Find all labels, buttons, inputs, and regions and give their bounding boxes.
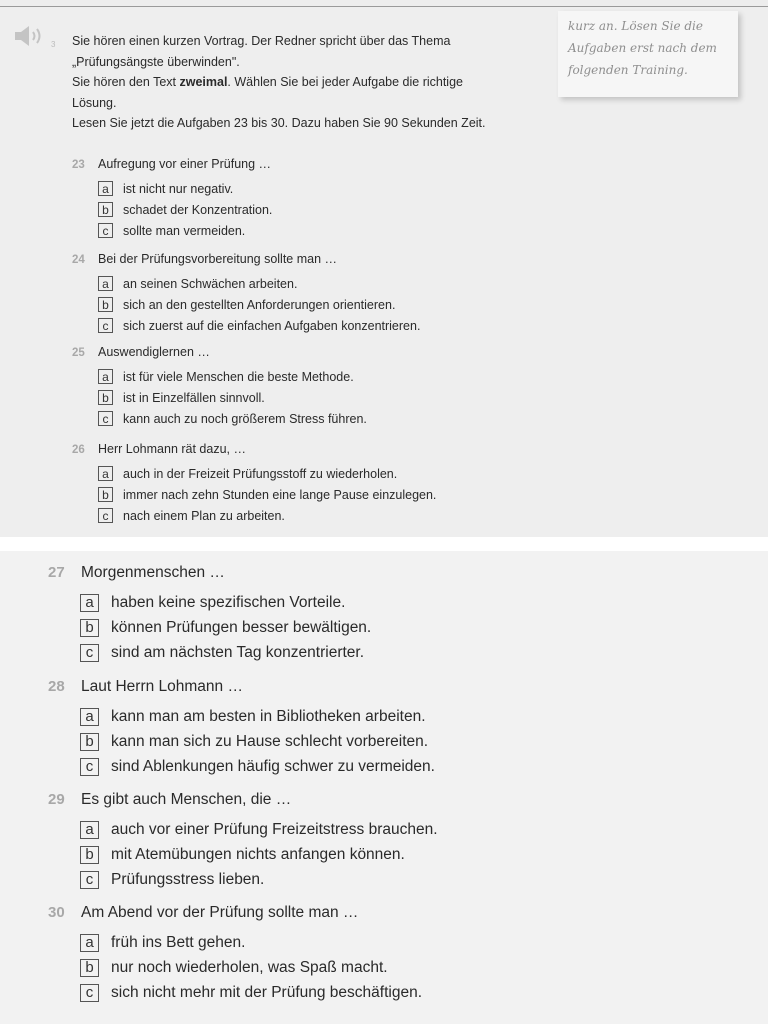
question-number: 30 <box>48 904 65 921</box>
question-number: 23 <box>72 159 85 171</box>
option-checkbox[interactable]: a <box>98 369 113 384</box>
option-checkbox[interactable]: a <box>80 934 99 952</box>
option-a[interactable] <box>80 590 371 615</box>
question-27 <box>48 564 371 665</box>
option-checkbox[interactable]: c <box>80 758 99 776</box>
option-a[interactable] <box>98 273 420 294</box>
option-checkbox[interactable]: c <box>80 644 99 662</box>
option-c[interactable] <box>98 408 367 429</box>
question-text: Auswendiglernen … <box>98 345 210 359</box>
option-text: mit Atemübungen nichts anfangen können. <box>111 845 405 863</box>
option-text: Prüfungsstress lieben. <box>111 870 265 888</box>
question-number: 27 <box>48 564 65 581</box>
option-text: kann man am besten in Bibliotheken arbeiten. <box>111 707 426 725</box>
option-text: nur noch wiederholen, was Spaß macht. <box>111 958 388 976</box>
option-text: kann man sich zu Hause schlecht vorbereiten. <box>111 732 429 750</box>
option-b[interactable] <box>98 199 272 220</box>
option-checkbox[interactable]: a <box>98 276 113 291</box>
option-checkbox[interactable]: b <box>98 390 113 405</box>
option-checkbox[interactable]: c <box>80 871 99 889</box>
question-number: 26 <box>72 444 85 456</box>
option-text: kann auch zu noch größerem Stress führen. <box>123 411 367 426</box>
speaker-icon <box>14 24 48 48</box>
question-30 <box>48 904 422 1005</box>
option-checkbox[interactable]: b <box>80 846 99 864</box>
option-checkbox[interactable]: b <box>80 733 99 751</box>
question-28 <box>48 678 435 779</box>
option-b[interactable] <box>80 955 422 980</box>
question-26 <box>72 442 436 526</box>
option-b[interactable] <box>98 484 436 505</box>
option-text: immer nach zehn Stunden eine lange Pause einzulegen. <box>123 487 437 502</box>
note-line: Aufgaben erst nach dem <box>568 41 717 55</box>
option-b[interactable] <box>98 387 367 408</box>
question-number: 28 <box>48 678 65 695</box>
option-c[interactable] <box>80 867 438 892</box>
handwritten-note <box>558 11 738 97</box>
question-text: Morgenmenschen … <box>81 564 225 581</box>
track-number: 3 <box>51 40 56 49</box>
option-checkbox[interactable]: c <box>80 984 99 1002</box>
instruction-line: Sie hören einen kurzen Vortrag. Der Redner spricht über das Thema <box>72 34 451 48</box>
option-c[interactable] <box>98 505 436 526</box>
option-c[interactable] <box>98 315 420 336</box>
option-checkbox[interactable]: a <box>80 708 99 726</box>
option-text: ist in Einzelfällen sinnvoll. <box>123 390 265 405</box>
option-text: sich an den gestellten Anforderungen orientieren. <box>123 297 396 312</box>
instruction-line: Lesen Sie jetzt die Aufgaben 23 bis 30. Dazu haben Sie 90 Sekunden Zeit. <box>72 116 486 130</box>
option-checkbox[interactable]: b <box>80 619 99 637</box>
option-a[interactable] <box>80 817 438 842</box>
option-c[interactable] <box>80 640 371 665</box>
option-checkbox[interactable]: a <box>98 466 113 481</box>
question-text: Herr Lohmann rät dazu, … <box>98 442 246 456</box>
option-text: ist nicht nur negativ. <box>123 181 234 196</box>
question-number: 29 <box>48 791 65 808</box>
option-b[interactable] <box>80 729 435 754</box>
note-line: folgenden Training. <box>568 63 688 77</box>
question-number: 25 <box>72 347 85 359</box>
option-text: schadet der Konzentration. <box>123 202 273 217</box>
instruction-line: Lösung. <box>72 95 117 110</box>
option-text: auch in der Freizeit Prüfungsstoff zu wiederholen. <box>123 466 398 481</box>
worksheet-upper <box>0 7 768 537</box>
option-text: früh ins Bett gehen. <box>111 933 246 951</box>
worksheet-lower <box>0 551 768 1024</box>
option-checkbox[interactable]: c <box>98 411 113 426</box>
option-text: ist für viele Menschen die beste Methode. <box>123 369 354 384</box>
option-a[interactable] <box>98 178 272 199</box>
option-text: haben keine spezifischen Vorteile. <box>111 593 346 611</box>
option-text: sind Ablenkungen häufig schwer zu vermeiden. <box>111 757 435 775</box>
option-a[interactable] <box>98 463 436 484</box>
option-checkbox[interactable]: b <box>98 297 113 312</box>
section-divider <box>0 537 768 551</box>
option-checkbox[interactable]: b <box>80 959 99 977</box>
option-checkbox[interactable]: a <box>98 181 113 196</box>
option-c[interactable] <box>98 220 272 241</box>
option-checkbox[interactable]: a <box>80 821 99 839</box>
note-line: kurz an. Lösen Sie die <box>568 19 703 33</box>
option-checkbox[interactable]: c <box>98 318 113 333</box>
question-25 <box>72 345 367 429</box>
option-b[interactable] <box>80 615 371 640</box>
option-checkbox[interactable]: b <box>98 487 113 502</box>
instructions <box>72 31 552 134</box>
instruction-line: Sie hören den Text zweimal. Wählen Sie bei jeder Aufgabe die richtige <box>72 75 463 89</box>
option-text: auch vor einer Prüfung Freizeitstress brauchen. <box>111 820 438 838</box>
question-text: Laut Herrn Lohmann … <box>81 678 243 695</box>
question-text: Aufregung vor einer Prüfung … <box>98 157 272 171</box>
question-number: 24 <box>72 254 85 266</box>
question-text: Es gibt auch Menschen, die … <box>81 791 292 808</box>
option-a[interactable] <box>80 930 422 955</box>
instruction-line: „Prüfungsängste überwinden". <box>72 54 240 69</box>
option-b[interactable] <box>98 294 420 315</box>
option-a[interactable] <box>98 366 367 387</box>
option-checkbox[interactable]: c <box>98 223 113 238</box>
option-c[interactable] <box>80 754 435 779</box>
option-checkbox[interactable]: a <box>80 594 99 612</box>
option-text: sind am nächsten Tag konzentrierter. <box>111 643 365 661</box>
question-23 <box>72 157 272 241</box>
option-text: sollte man vermeiden. <box>123 223 246 238</box>
option-checkbox[interactable]: c <box>98 508 113 523</box>
option-text: an seinen Schwächen arbeiten. <box>123 276 298 291</box>
question-text: Bei der Prüfungsvorbereitung sollte man … <box>98 252 338 266</box>
option-text: können Prüfungen besser bewältigen. <box>111 618 372 636</box>
question-text: Am Abend vor der Prüfung sollte man … <box>81 904 359 921</box>
option-text: sich nicht mehr mit der Prüfung beschäftigen. <box>111 983 423 1001</box>
option-b[interactable] <box>80 842 438 867</box>
option-text: nach einem Plan zu arbeiten. <box>123 508 285 523</box>
question-29 <box>48 791 438 892</box>
option-c[interactable] <box>80 980 422 1005</box>
question-24 <box>72 252 420 336</box>
option-text: sich zuerst auf die einfachen Aufgaben konzentrieren. <box>123 318 421 333</box>
option-checkbox[interactable]: b <box>98 202 113 217</box>
option-a[interactable] <box>80 704 435 729</box>
